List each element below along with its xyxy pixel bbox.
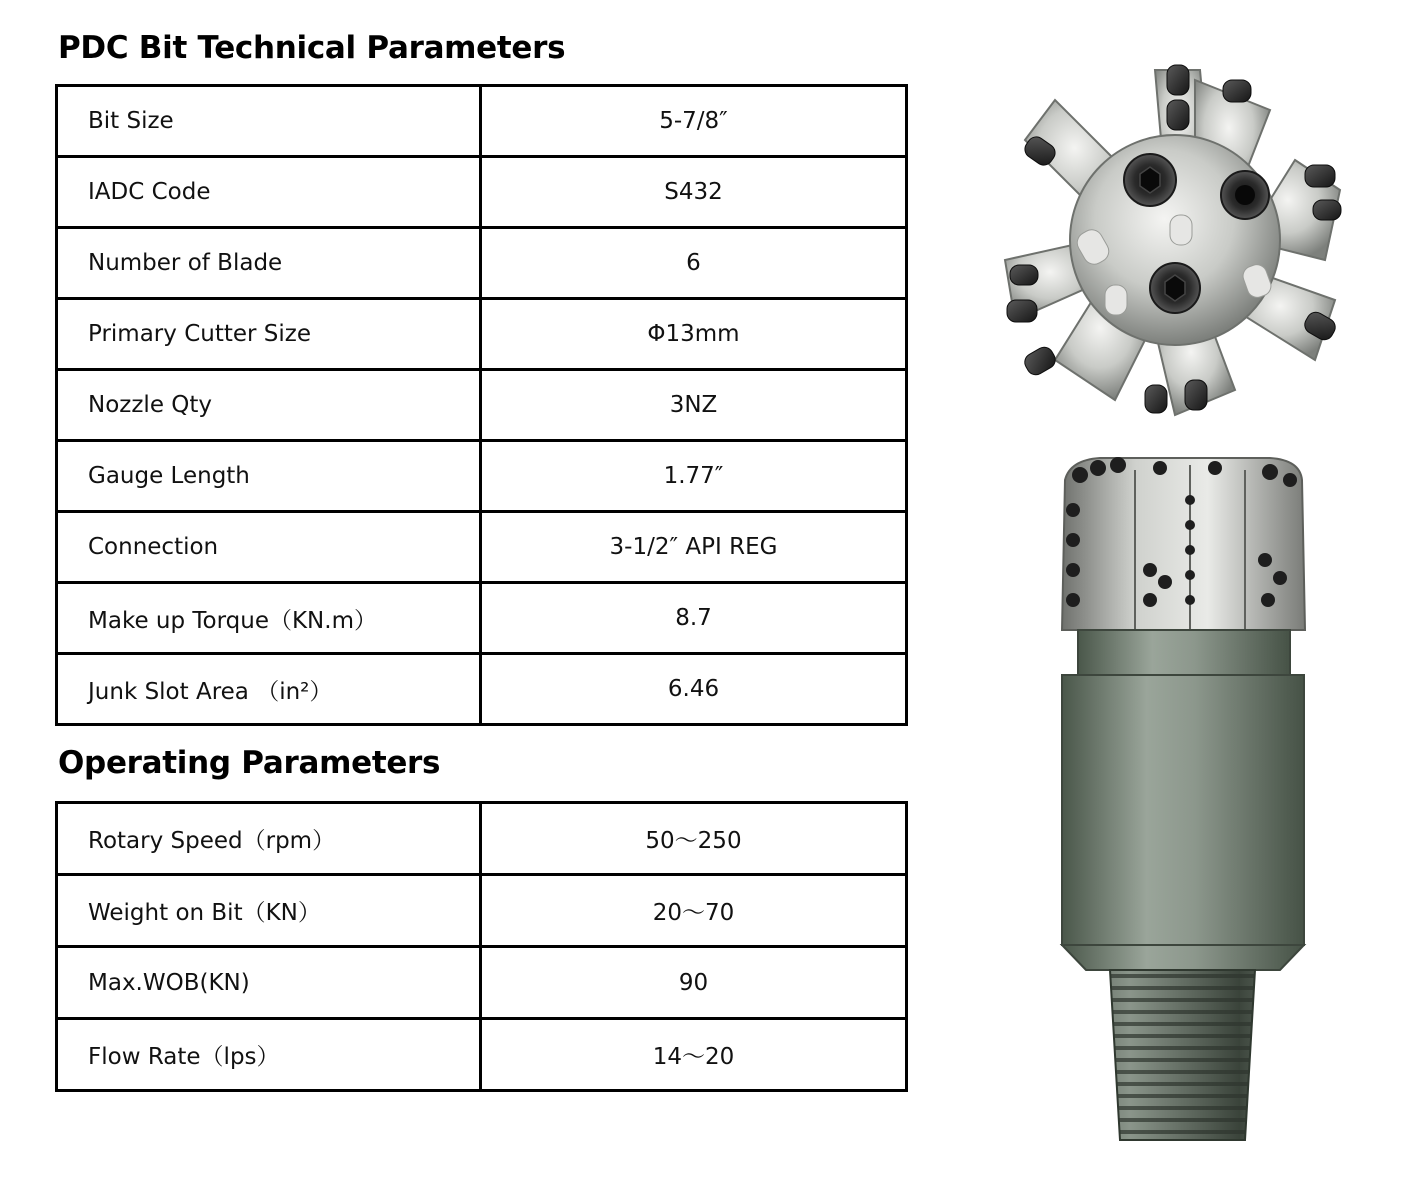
table-row xyxy=(57,370,907,441)
param-label: Number of Blade xyxy=(57,228,481,299)
param-value: 3-1/2″ API REG xyxy=(481,512,907,583)
param-label: Flow Rate（lps） xyxy=(57,1019,481,1091)
table-row xyxy=(57,583,907,654)
param-value: Φ13mm xyxy=(481,299,907,370)
param-value: 6 xyxy=(481,228,907,299)
bit-side-view-image xyxy=(1040,450,1330,1150)
table-row xyxy=(57,299,907,370)
table-row xyxy=(57,803,907,875)
table-row xyxy=(57,228,907,299)
param-label: Max.WOB(KN) xyxy=(57,947,481,1019)
param-label: Rotary Speed（rpm） xyxy=(57,803,481,875)
param-label: Gauge Length xyxy=(57,441,481,512)
param-label: Weight on Bit（KN） xyxy=(57,875,481,947)
operating-parameters-table xyxy=(55,801,908,1092)
technical-parameters-title: PDC Bit Technical Parameters xyxy=(58,30,566,66)
table-row xyxy=(57,875,907,947)
param-value: 3NZ xyxy=(481,370,907,441)
param-value: 1.77″ xyxy=(481,441,907,512)
param-label: Make up Torque（KN.m） xyxy=(57,583,481,654)
param-label: Bit Size xyxy=(57,86,481,157)
table-row xyxy=(57,157,907,228)
param-value: 8.7 xyxy=(481,583,907,654)
param-value: 20～70 xyxy=(481,875,907,947)
table-row xyxy=(57,512,907,583)
bit-face-view-image xyxy=(1000,55,1350,425)
table-row xyxy=(57,654,907,725)
technical-parameters-table xyxy=(55,84,908,726)
table-row xyxy=(57,1019,907,1091)
param-value: 50～250 xyxy=(481,803,907,875)
param-value: 6.46 xyxy=(481,654,907,725)
table-row xyxy=(57,947,907,1019)
param-label: Nozzle Qty xyxy=(57,370,481,441)
operating-parameters-title: Operating Parameters xyxy=(58,745,441,781)
param-label: Connection xyxy=(57,512,481,583)
param-label: Primary Cutter Size xyxy=(57,299,481,370)
param-label: IADC Code xyxy=(57,157,481,228)
param-value: 5-7/8″ xyxy=(481,86,907,157)
param-value: 90 xyxy=(481,947,907,1019)
param-label: Junk Slot Area （in²） xyxy=(57,654,481,725)
param-value: 14～20 xyxy=(481,1019,907,1091)
table-row xyxy=(57,441,907,512)
table-row xyxy=(57,86,907,157)
param-value: S432 xyxy=(481,157,907,228)
